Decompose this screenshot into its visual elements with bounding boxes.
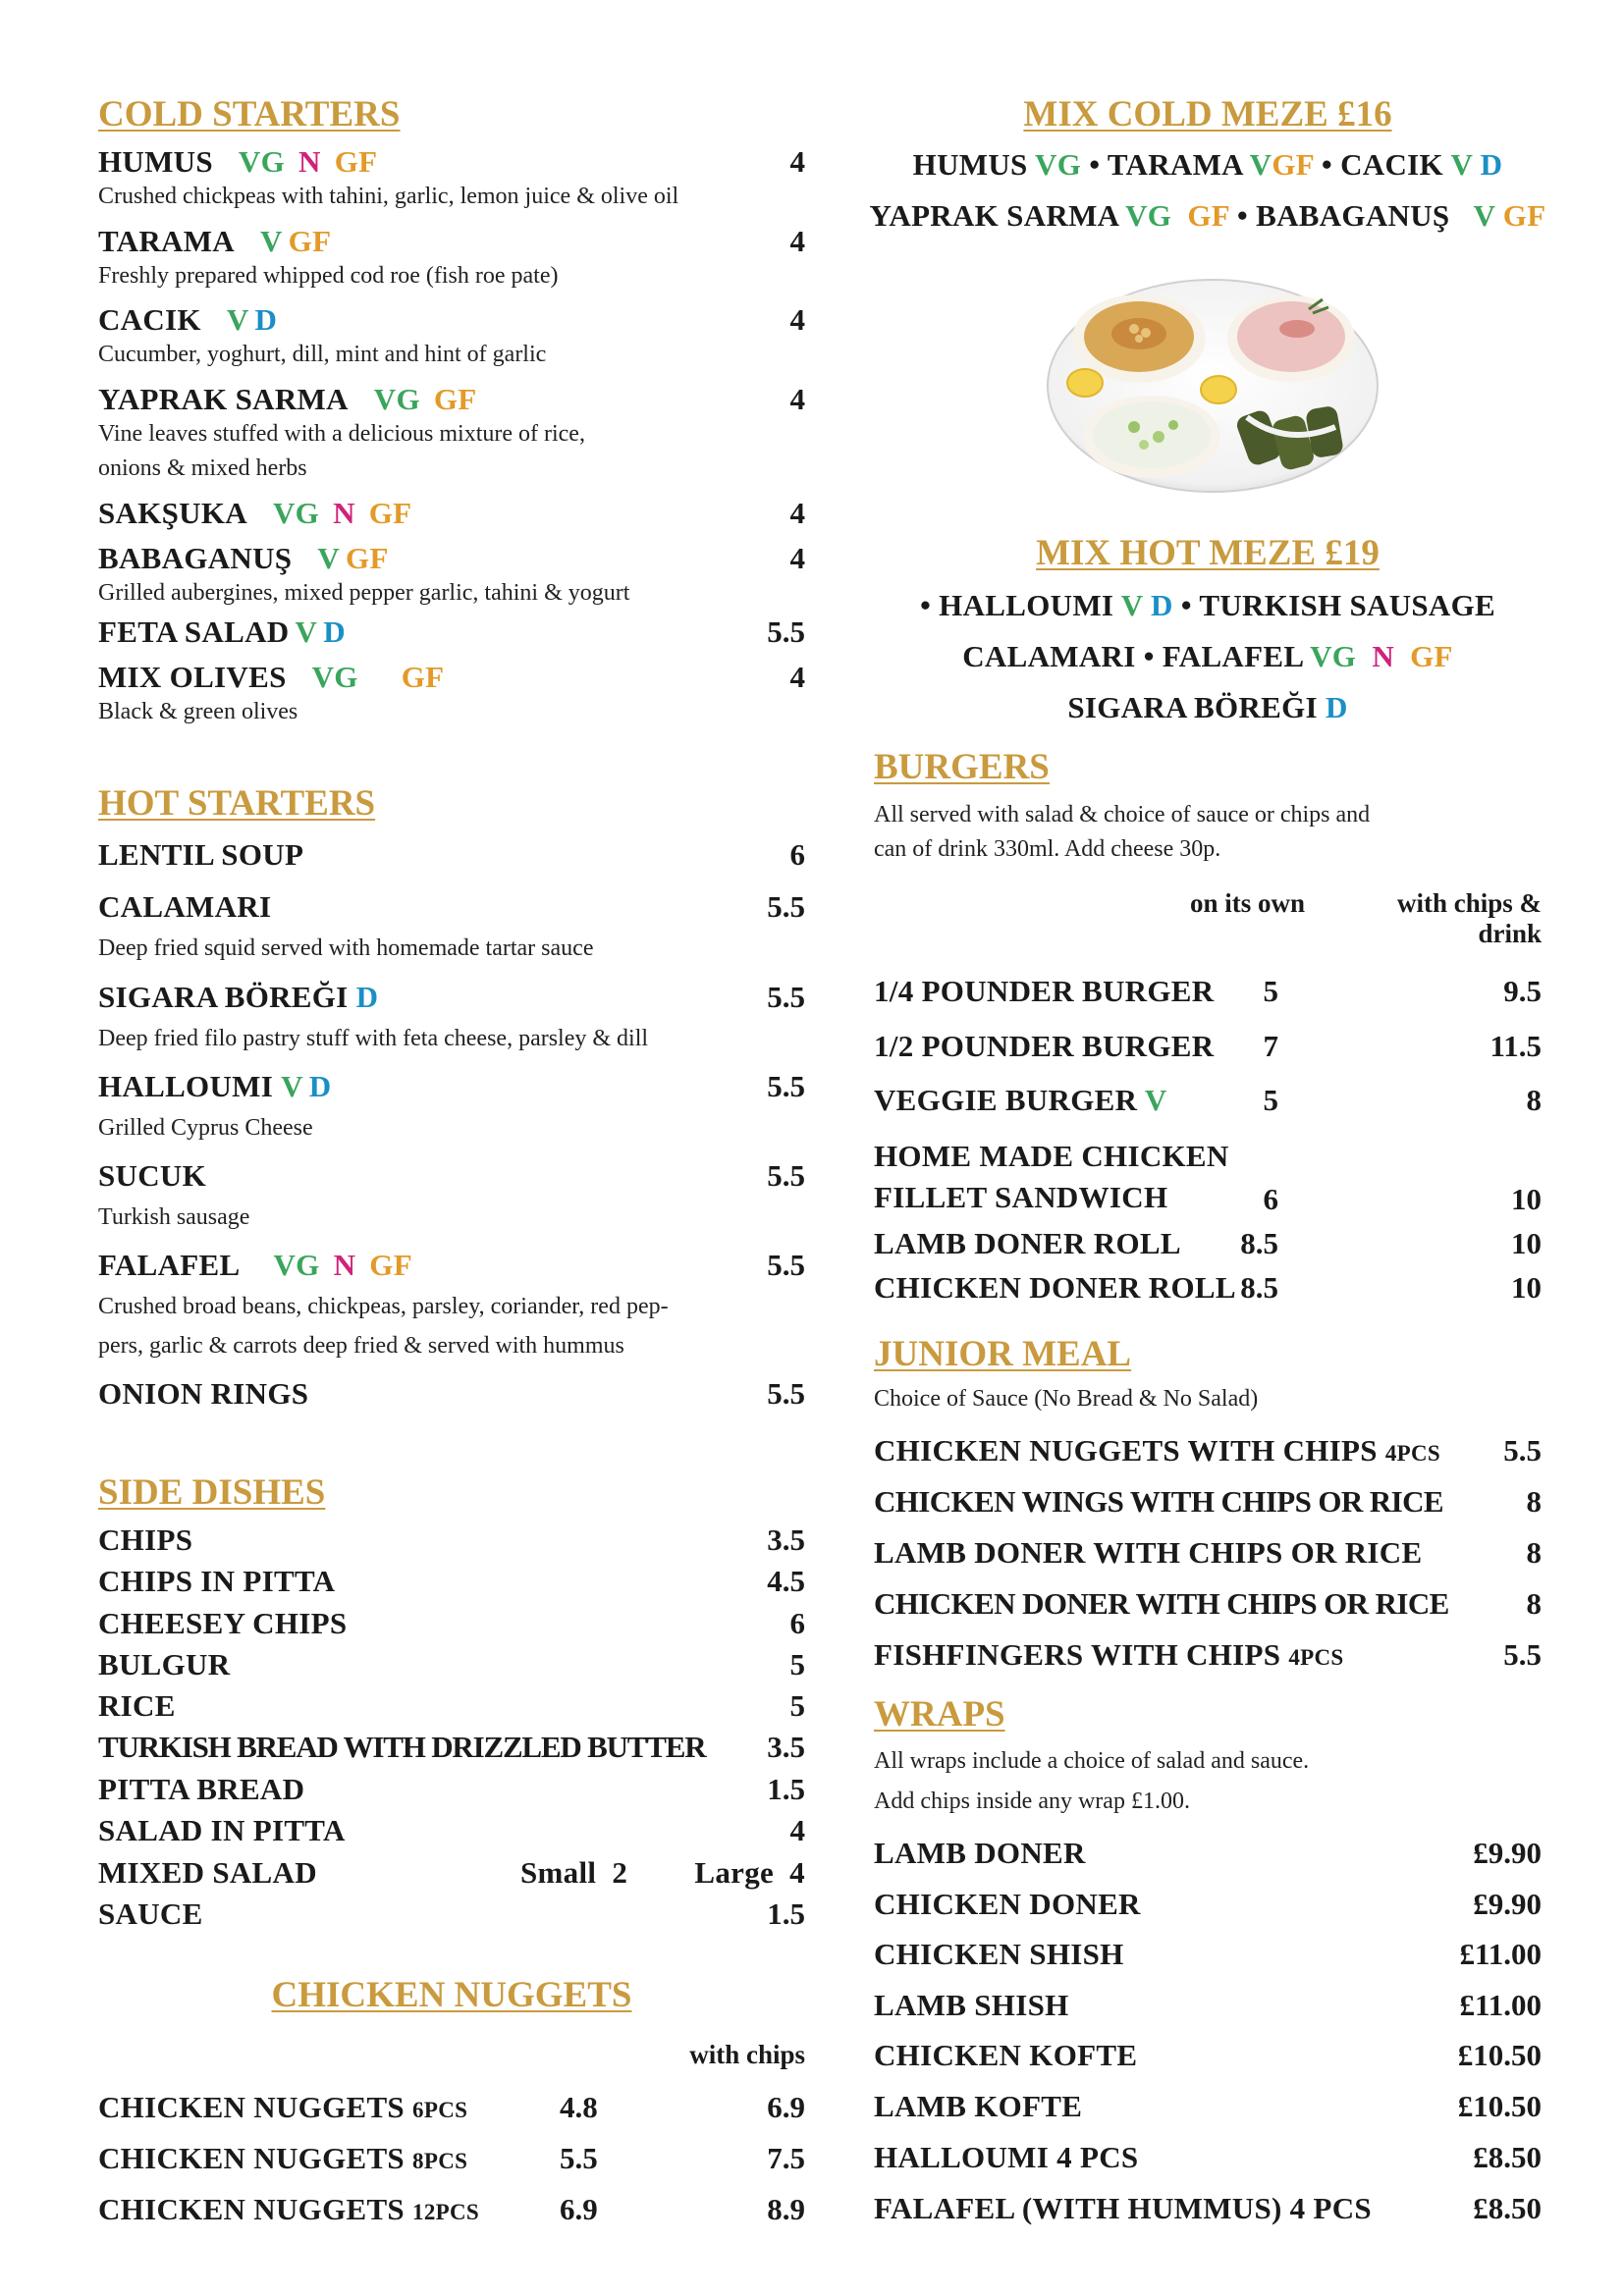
price: £8.50	[1473, 2191, 1542, 2225]
price-with-chips: 10	[1511, 1182, 1542, 1216]
menu-item-calamari: CALAMARI	[98, 889, 272, 924]
menu-item-mixed-salad: MIXED SALAD	[98, 1855, 317, 1890]
section-title-mix-hot-meze: MIX HOT MEZE £19	[1036, 533, 1380, 573]
menu-item-junior-nuggets: CHICKEN NUGGETS WITH CHIPS 4PCS	[874, 1433, 1441, 1468]
meze-hot-line-3: SIGARA BÖREĞI D	[1067, 690, 1348, 724]
menu-item-chips-in-pitta: CHIPS IN PITTA	[98, 1564, 336, 1598]
wraps-description: All wraps include a choice of salad and sauce.	[874, 1748, 1310, 1774]
item-description: Freshly prepared whipped cod roe (fish roe pate)	[98, 263, 559, 289]
tag-n: N	[333, 1248, 356, 1282]
price: 8	[1526, 1535, 1542, 1570]
tag-v: V	[259, 224, 283, 258]
price: £9.90	[1473, 1836, 1542, 1870]
price: 5.5	[1503, 1433, 1542, 1468]
menu-item-junior-wings: CHICKEN WINGS WITH CHIPS OR RICE	[874, 1484, 1443, 1519]
price: 5.5	[767, 1158, 805, 1193]
price: 4	[789, 496, 805, 530]
column-header-with-chips-drink: with chips & drink	[1396, 888, 1542, 948]
menu-item-wrap-chicken-doner: CHICKEN DONER	[874, 1887, 1141, 1921]
price-with-chips: 10	[1511, 1270, 1542, 1305]
menu-item-yaprak-sarma: YAPRAK SARMA VG GF	[98, 382, 477, 416]
price-with-chips: 6.9	[767, 2090, 805, 2124]
price-with-chips: 11.5	[1489, 1029, 1542, 1063]
price: 5.5	[767, 1376, 805, 1411]
item-description: Deep fried squid served with homemade tartar sauce	[98, 935, 594, 961]
menu-item-chicken-nuggets-8: CHICKEN NUGGETS 8PCS	[98, 2141, 468, 2175]
menu-item-humus: HUMUS VG N GF	[98, 144, 378, 179]
menu-item-lentil-soup: LENTIL SOUP	[98, 837, 304, 872]
price-with-chips: 9.5	[1503, 974, 1542, 1008]
meze-line-1: HUMUS VG • TARAMA VGF • CACIK V D	[912, 147, 1503, 182]
price: 5	[789, 1688, 805, 1723]
price: 4	[789, 541, 805, 575]
menu-item-wrap-chicken-shish: CHICKEN SHISH	[874, 1937, 1124, 1971]
price: 3.5	[767, 1522, 805, 1557]
menu-item-chicken-nuggets-6: CHICKEN NUGGETS 6PCS	[98, 2090, 468, 2124]
tag-gf: GF	[369, 1248, 412, 1282]
price-own: 8.5	[1240, 1226, 1278, 1260]
tag-gf: GF	[346, 541, 389, 575]
price: 4	[789, 224, 805, 258]
tag-vg: VG	[238, 144, 285, 179]
wraps-description-line2: Add chips inside any wrap £1.00.	[874, 1789, 1190, 1814]
menu-item-babaganus: BABAGANUŞ V GF	[98, 541, 389, 575]
menu-item-junior-fishfingers: FISHFINGERS WITH CHIPS 4PCS	[874, 1637, 1344, 1672]
price-large: Large 4	[694, 1855, 805, 1890]
meze-plate-image	[1046, 270, 1380, 496]
menu-item-feta-salad: FETA SALAD V D	[98, 614, 346, 649]
meze-hot-line-2: CALAMARI • FALAFEL VG N GF	[962, 639, 1453, 673]
price-own: 6	[1263, 1182, 1278, 1216]
price-own: 5.5	[560, 2141, 598, 2175]
tag-d: D	[355, 980, 379, 1014]
price: £10.50	[1457, 2038, 1542, 2072]
price-small: Small 2	[520, 1855, 628, 1890]
section-title-hot-starters: HOT STARTERS	[98, 783, 376, 824]
tag-vg: VG	[373, 382, 420, 416]
price-own: 5	[1263, 974, 1278, 1008]
menu-item-quarter-pounder: 1/4 POUNDER BURGER	[874, 974, 1215, 1008]
menu-item-sauce: SAUCE	[98, 1896, 203, 1931]
price: 4	[789, 144, 805, 179]
price-with-chips: 10	[1511, 1226, 1542, 1260]
price: £9.90	[1473, 1887, 1542, 1921]
price: 8	[1526, 1484, 1542, 1519]
section-title-wraps: WRAPS	[874, 1694, 1005, 1735]
menu-item-salad-in-pitta: SALAD IN PITTA	[98, 1813, 346, 1847]
menu-item-lamb-doner-roll: LAMB DONER ROLL	[874, 1226, 1181, 1260]
price: 5.5	[767, 980, 805, 1014]
price: 5.5	[767, 1069, 805, 1103]
meze-hot-line-1: • HALLOUMI V D • TURKISH SAUSAGE	[919, 588, 1496, 622]
menu-item-chicken-fillet-sandwich: HOME MADE CHICKEN FILLET SANDWICH	[874, 1139, 1229, 1214]
menu-item-onion-rings: ONION RINGS	[98, 1376, 309, 1411]
menu-item-turkish-bread: TURKISH BREAD WITH DRIZZLED BUTTER	[98, 1730, 706, 1764]
item-description: Grilled Cyprus Cheese	[98, 1115, 313, 1141]
price: 8	[1526, 1586, 1542, 1621]
menu-item-veggie-burger: VEGGIE BURGER V	[874, 1083, 1167, 1117]
tag-vg: VG	[272, 496, 320, 530]
menu-item-chicken-nuggets-12: CHICKEN NUGGETS 12PCS	[98, 2192, 479, 2226]
menu-item-rice: RICE	[98, 1688, 176, 1723]
tag-v: V	[295, 614, 318, 649]
menu-item-wrap-falafel: FALAFEL (WITH HUMMUS) 4 PCS	[874, 2191, 1372, 2225]
section-title-side-dishes: SIDE DISHES	[98, 1472, 326, 1513]
menu-item-wrap-lamb-shish: LAMB SHISH	[874, 1988, 1069, 2022]
price-own: 4.8	[560, 2090, 598, 2124]
menu-item-wrap-lamb-kofte: LAMB KOFTE	[874, 2089, 1083, 2123]
tag-d: D	[308, 1069, 332, 1103]
menu-item-cacik: CACIK V D	[98, 302, 278, 337]
price-own: 5	[1263, 1083, 1278, 1117]
menu-item-junior-chicken-doner: CHICKEN DONER WITH CHIPS OR RICE	[874, 1586, 1449, 1621]
menu-item-bulgur: BULGUR	[98, 1647, 231, 1682]
tag-gf: GF	[334, 144, 378, 179]
price: 5.5	[767, 614, 805, 649]
menu-item-wrap-lamb-doner: LAMB DONER	[874, 1836, 1086, 1870]
section-title-junior-meal: JUNIOR MEAL	[874, 1334, 1132, 1374]
price: 5.5	[767, 889, 805, 924]
price: £8.50	[1473, 2140, 1542, 2174]
junior-meal-description: Choice of Sauce (No Bread & No Salad)	[874, 1386, 1259, 1412]
tag-vg: VG	[311, 660, 358, 694]
price: 4.5	[767, 1564, 805, 1598]
item-description: Black & green olives	[98, 699, 298, 724]
price: 6	[789, 837, 805, 872]
item-description-line2: onions & mixed herbs	[98, 455, 307, 481]
item-description: Deep fried filo pastry stuff with feta cheese, parsley & dill	[98, 1026, 649, 1051]
price-own: 6.9	[560, 2192, 598, 2226]
price: 4	[789, 382, 805, 416]
tag-v: V	[317, 541, 341, 575]
tag-n: N	[298, 144, 321, 179]
price-with-chips: 8	[1526, 1083, 1542, 1117]
item-description: Crushed broad beans, chickpeas, parsley, coriander, red pep-	[98, 1294, 669, 1319]
menu-item-chips: CHIPS	[98, 1522, 193, 1557]
price: £10.50	[1457, 2089, 1542, 2123]
burgers-description: All served with salad & choice of sauce or chips and	[874, 802, 1371, 828]
burgers-description-line2: can of drink 330ml. Add cheese 30p.	[874, 836, 1221, 862]
tag-gf: GF	[401, 660, 445, 694]
menu-item-falafel: FALAFEL VG N GF	[98, 1248, 412, 1282]
tag-d: D	[254, 302, 278, 337]
tag-n: N	[333, 496, 355, 530]
price: 5.5	[1503, 1637, 1542, 1672]
tag-vg: VG	[273, 1248, 320, 1282]
menu-item-saksuka: SAKŞUKA VG N GF	[98, 496, 412, 530]
tag-gf: GF	[433, 382, 477, 416]
price: 1.5	[767, 1772, 805, 1806]
menu-item-half-pounder: 1/2 POUNDER BURGER	[874, 1029, 1215, 1063]
price: 4	[789, 1813, 805, 1847]
price: 6	[789, 1606, 805, 1640]
price: 3.5	[767, 1730, 805, 1764]
price: 4	[789, 302, 805, 337]
item-description: Vine leaves stuffed with a delicious mixture of rice,	[98, 421, 585, 447]
price: 5	[789, 1647, 805, 1682]
item-description: Cucumber, yoghurt, dill, mint and hint of garlic	[98, 342, 547, 367]
price: 4	[789, 660, 805, 694]
item-description: Grilled aubergines, mixed pepper garlic, tahini & yogurt	[98, 580, 630, 606]
meze-line-2: YAPRAK SARMA VG GF • BABAGANUŞ V GF	[869, 198, 1546, 233]
tag-d: D	[323, 614, 346, 649]
column-header-with-chips: with chips	[689, 2040, 805, 2069]
menu-item-pitta-bread: PITTA BREAD	[98, 1772, 305, 1806]
menu-item-sigara-boregi: SIGARA BÖREĞI D	[98, 980, 379, 1014]
price-with-chips: 8.9	[767, 2192, 805, 2226]
price: £11.00	[1459, 1937, 1542, 1971]
menu-item-halloumi: HALLOUMI V D	[98, 1069, 332, 1103]
section-title-mix-cold-meze: MIX COLD MEZE £16	[1023, 94, 1392, 134]
menu-item-mix-olives: MIX OLIVES VG GF	[98, 660, 445, 694]
price: 5.5	[767, 1248, 805, 1282]
menu-item-cheesey-chips: CHEESEY CHIPS	[98, 1606, 348, 1640]
section-title-cold-starters: COLD STARTERS	[98, 94, 401, 134]
price-with-chips: 7.5	[767, 2141, 805, 2175]
price: £11.00	[1459, 1988, 1542, 2022]
item-description-line2: pers, garlic & carrots deep fried & served with hummus	[98, 1333, 624, 1359]
menu-item-wrap-chicken-kofte: CHICKEN KOFTE	[874, 2038, 1138, 2072]
section-title-burgers: BURGERS	[874, 747, 1050, 787]
item-description: Crushed chickpeas with tahini, garlic, lemon juice & olive oil	[98, 184, 679, 209]
tag-v: V	[226, 302, 249, 337]
tag-gf: GF	[288, 224, 332, 258]
tag-v: V	[281, 1069, 303, 1103]
tag-gf: GF	[368, 496, 412, 530]
menu-item-sucuk: SUCUK	[98, 1158, 207, 1193]
price-own: 7	[1263, 1029, 1278, 1063]
price-own: 8.5	[1240, 1270, 1278, 1305]
menu-item-chicken-doner-roll: CHICKEN DONER ROLL	[874, 1270, 1236, 1305]
item-description: Turkish sausage	[98, 1204, 250, 1230]
section-title-chicken-nuggets: CHICKEN NUGGETS	[271, 1975, 632, 2015]
column-header-on-its-own: on its own	[1190, 888, 1306, 918]
price: 1.5	[767, 1896, 805, 1931]
menu-item-tarama: TARAMA V GF	[98, 224, 332, 258]
menu-item-junior-lamb-doner: LAMB DONER WITH CHIPS OR RICE	[874, 1535, 1423, 1570]
menu-item-wrap-halloumi: HALLOUMI 4 PCS	[874, 2140, 1139, 2174]
